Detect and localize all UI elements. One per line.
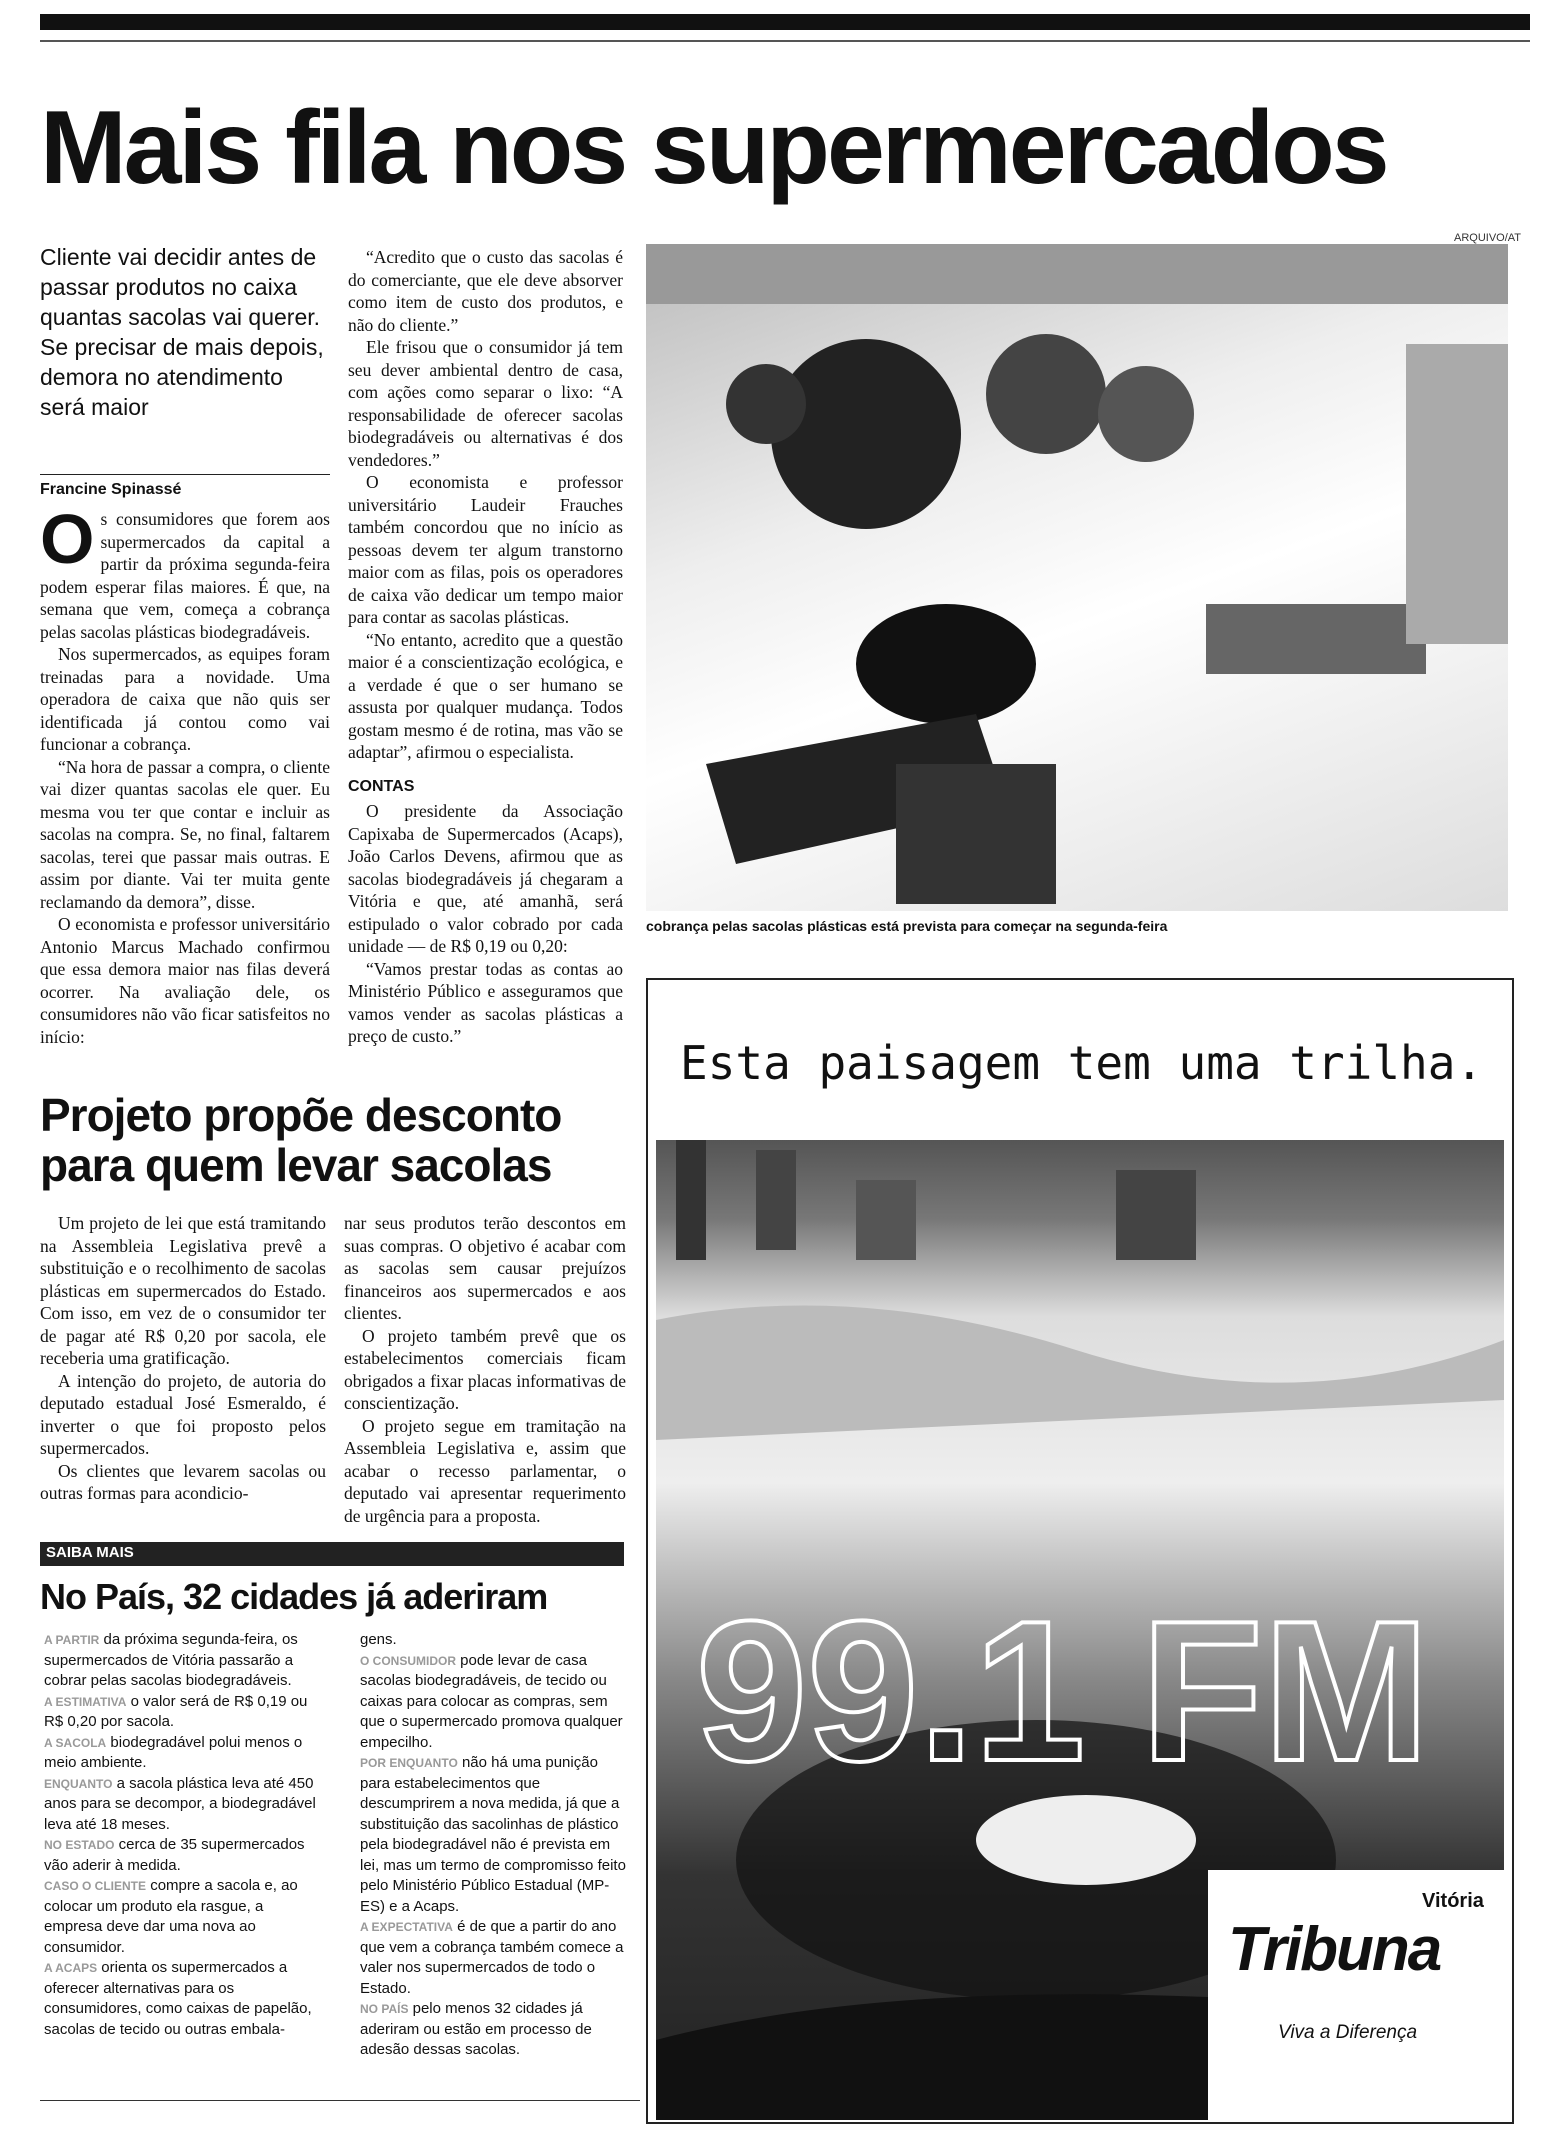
- paragraph: O projeto também prevê que os estabelecimentos comerciais ficam obrigados a fixar placas informativas de conscientização.: [344, 1325, 626, 1413]
- main-column-1: [40, 500, 330, 1048]
- photo-illustration: [646, 244, 1508, 911]
- story2-title: [40, 1090, 640, 1190]
- saiba-item-lead: CASO O CLIENTE: [44, 1879, 147, 1893]
- advertisement: [646, 978, 1514, 2124]
- paragraph: O economista e professor universitário Antonio Marcus Machado confirmou que essa demora maior nas filas deverá ocorrer. Na avaliação dele, os consumidores não vão ficar satisfeitos no início:: [40, 914, 330, 1047]
- saiba-item-lead: POR ENQUANTO: [360, 1756, 458, 1770]
- saiba-item-text: pode levar de casa sacolas biodegradáveis, de tecido ou caixas para colocar as compras, sem que o supermercado promova qualquer empecilho.: [360, 1651, 623, 1751]
- paragraph: O economista e professor universitário Laudeir Frauches também concordou que no início as pessoas devem ter algum transtorno maior com as filas, pois os operadores de caixa vão dedicar um tempo maior para contar as sacolas plásticas.: [348, 472, 623, 627]
- saiba-item: [44, 1876, 324, 1958]
- saiba-item: [44, 1630, 324, 1692]
- story2-column-2: [344, 1212, 626, 1527]
- story2-title-line-1: Projeto propõe desconto: [40, 1089, 562, 1141]
- byline: Francine Spinassé: [40, 474, 330, 499]
- paragraph: “No entanto, acredito que a questão maior é a conscientização ecológica, e a verdade é que o ser humano se assusta por qualquer mudança. Todos gostam mesmo é de rotina, mas vão se adaptar”, afirmou o especialista.: [348, 629, 623, 762]
- tribuna-logo: [1208, 1870, 1508, 2120]
- paragraph: Os clientes que levarem sacolas ou outras formas para acondicio-: [40, 1460, 326, 1503]
- paragraph: “Acredito que o custo das sacolas é do comerciante, que ele deve absorver como item de custo dos produtos, e não do cliente.”: [348, 247, 623, 335]
- saiba-item-text: não há uma punição para estabelecimentos que descumprirem a nova medida, já que a substituição das sacolinhas de plástico pela biodegradável não é prevista em lei, mas um termo de compromisso feito pelo Ministério Público Estadual (MP-ES) e a Acaps.: [360, 1754, 626, 1915]
- drop-cap: O: [40, 500, 95, 578]
- paragraph: “Vamos prestar todas as contas ao Ministério Público e asseguramos que vamos vender as sacolas plásticas a preço de custo.”: [348, 958, 623, 1046]
- news-photo: [646, 244, 1508, 911]
- paragraph: Ele frisou que o consumidor já tem seu dever ambiental dentro de casa, com ações como separar o lixo: “A responsabilidade de oferecer sacolas biodegradáveis ou alternativas é dos vendedores.”: [348, 337, 623, 470]
- bottom-rule: [40, 2100, 640, 2101]
- saiba-column-1: [44, 1630, 324, 2040]
- story2-title-line-2: para quem levar sacolas: [40, 1139, 552, 1191]
- saiba-item-text: a sacola plástica leva até 450 anos para se decompor, a biodegradável leva até 18 meses.: [44, 1774, 316, 1833]
- saiba-column-2: [360, 1630, 628, 2061]
- paragraph: “Na hora de passar a compra, o cliente vai dizer quantas sacolas ele quer. Eu mesma vou ter que contar e incluir as sacolas na compra. Se, no final, faltarem sacolas, terei que passar mais outras. E assim por diante. Vai ter muita gente reclamando da demora”, disse.: [40, 756, 330, 912]
- logo-brand: Tribuna: [1228, 1915, 1441, 1984]
- saiba-item-text: é de que a partir do ano que vem a cobrança também comece a valer nos supermercados de todo o Estado.: [360, 1918, 624, 1997]
- photo-credit: ARQUIVO/AT: [1454, 232, 1522, 244]
- saiba-item-lead: A SACOLA: [44, 1735, 107, 1750]
- saiba-item-lead: A EXPECTATIVA: [360, 1920, 453, 1934]
- photo-caption: cobrança pelas sacolas plásticas está prevista para começar na segunda-feira: [646, 918, 1168, 934]
- saiba-item-text: compre a sacola e, ao colocar um produto ela rasgue, a empresa deve dar uma nova ao consumidor.: [44, 1877, 298, 1956]
- logo-slogan: Viva a Diferença: [1278, 2022, 1418, 2043]
- subhead-contas: CONTAS: [348, 777, 415, 795]
- saiba-item: [360, 1651, 628, 1754]
- paragraph: nar seus produtos terão descontos em suas compras. O objetivo é acabar com as sacolas sem causar prejuízos financeiros aos supermercados e aos clientes.: [344, 1213, 626, 1323]
- saiba-item: [44, 1835, 324, 1876]
- saiba-mais-title: No País, 32 cidades já aderiram: [40, 1576, 548, 1617]
- saiba-item-text: biodegradável polui menos o meio ambiente.: [44, 1733, 303, 1771]
- saiba-item-text: gens.: [360, 1631, 397, 1648]
- paragraph: A intenção do projeto, de autoria do deputado estadual José Esmeraldo, é inverter o que foi proposto pelos supermercados.: [40, 1370, 326, 1458]
- saiba-item-text: da próxima segunda-feira, os supermercados de Vitória passarão a cobrar pelas sacolas biodegradáveis.: [44, 1631, 298, 1689]
- ad-station-logo: 99.1 FM: [696, 1580, 1430, 1803]
- deck: Cliente vai decidir antes de passar produtos no caixa quantas sacolas vai querer. Se precisar de mais depois, demora no atendimento será maior: [40, 244, 324, 420]
- saiba-item-lead: ENQUANTO: [44, 1776, 113, 1791]
- saiba-item-lead: NO PAÍS: [360, 2002, 409, 2016]
- saiba-item-lead: A PARTIR: [44, 1633, 100, 1647]
- main-column-2: [348, 246, 623, 1048]
- saiba-item-lead: A ACAPS: [44, 1961, 98, 1975]
- saiba-item: [44, 1733, 324, 1774]
- saiba-item-text: orienta os supermercados a oferecer alternativas para os consumidores, como caixas de papelão, sacolas de tecido ou outras embala-: [44, 1959, 312, 2038]
- paragraph: s consumidores que forem aos supermercados da capital a partir da próxima segunda-feira podem esperar filas maiores. É que, na semana que vem, começa a cobrança pelas sacolas plásticas biodegradáveis.: [40, 509, 330, 642]
- paragraph: Um projeto de lei que está tramitando na Assembleia Legislativa prevê a substituição e o recolhimento de sacolas plásticas em supermercados do Estado. Com isso, em vez de o consumidor ter de pagar até R$ 0,20 por sacola, ele receberia uma gratificação.: [40, 1213, 326, 1368]
- saiba-mais-label: SAIBA MAIS: [46, 1544, 134, 1561]
- saiba-item: [360, 1753, 628, 1917]
- ad-title: Esta paisagem tem uma trilha.: [680, 1036, 1484, 1090]
- saiba-item-text: pelo menos 32 cidades já aderiram ou estão em processo de adesão dessas sacolas.: [360, 2000, 592, 2058]
- saiba-item-lead: O CONSUMIDOR: [360, 1653, 456, 1668]
- paragraph: Nos supermercados, as equipes foram treinadas para a novidade. Uma operadora de caixa que não quis ser identificada já contou como vai funcionar a cobrança.: [40, 644, 330, 754]
- top-thin-rule: [40, 40, 1530, 42]
- saiba-item: [360, 1630, 628, 1651]
- saiba-item: [44, 1692, 324, 1733]
- top-rule: [40, 14, 1530, 30]
- saiba-item: [44, 1774, 324, 1836]
- saiba-item: [360, 1917, 628, 1999]
- saiba-item: [44, 1958, 324, 2040]
- saiba-item-text: o valor será de R$ 0,19 ou R$ 0,20 por sacola.: [44, 1692, 308, 1730]
- saiba-item-lead: A ESTIMATIVA: [44, 1694, 127, 1709]
- paragraph: O presidente da Associação Capixaba de Supermercados (Acaps), João Carlos Devens, afirmou que as sacolas biodegradáveis já chegaram a Vitória e que, até amanhã, será estipulado o valor cobrado por cada unidade — de R$ 0,19 ou 0,20:: [348, 801, 623, 956]
- paragraph: O projeto segue em tramitação na Assembleia Legislativa e, assim que acabar o recesso parlamentar, o deputado vai apresentar requerimento de urgência para a proposta.: [344, 1415, 626, 1526]
- logo-city: Vitória: [1422, 1890, 1484, 1912]
- saiba-item-lead: NO ESTADO: [44, 1838, 115, 1852]
- saiba-item: [360, 1999, 628, 2061]
- saiba-item-text: cerca de 35 supermercados vão aderir à medida.: [44, 1836, 305, 1874]
- headline: Mais fila nos supermercados: [40, 90, 1387, 206]
- story2-column-1: [40, 1212, 326, 1505]
